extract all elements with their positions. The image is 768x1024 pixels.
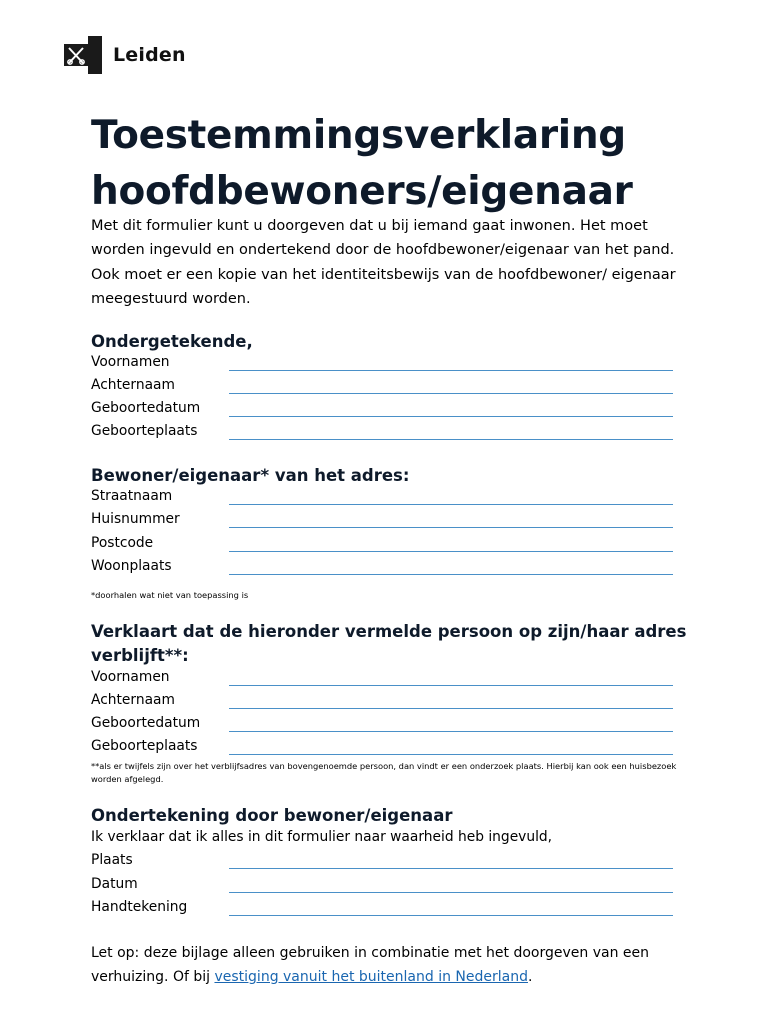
- field-label: Postcode: [91, 535, 154, 551]
- field-label: Geboortedatum: [91, 400, 201, 416]
- footer-text: Let op: deze bijlage alleen gebruiken in combinatie met het doorgeven van een verhuizing. Of bij: [91, 945, 650, 985]
- fill-in-line[interactable]: [229, 393, 673, 394]
- footer-text-end: .: [527, 968, 533, 985]
- section-bewoner-heading: Bewoner/eigenaar* van het adres:: [91, 466, 410, 485]
- fill-in-line[interactable]: [229, 685, 673, 686]
- form-field-geboortedatum-2: [91, 712, 673, 735]
- page-title: [91, 108, 711, 220]
- fill-in-line[interactable]: [229, 416, 673, 417]
- footnote-twijfels: **als er twijfels zijn over het verblijfsadres van bovengenoemde persoon, dan vindt er een onderzoek plaats. Hierbij kan ook een huisbezoek worden afgelegd.: [91, 761, 677, 784]
- title-line-2: hoofdbewoners/eigenaar: [91, 169, 633, 214]
- title-line-1: Toestemmingsverklaring: [91, 113, 626, 158]
- form-field-datum: [91, 873, 673, 896]
- leiden-logo: [63, 35, 186, 75]
- fill-in-line[interactable]: [229, 504, 673, 505]
- fill-in-line[interactable]: [229, 915, 673, 916]
- fill-in-line[interactable]: [229, 439, 673, 440]
- field-label: Voornamen: [91, 669, 170, 685]
- form-field-achternaam-2: [91, 689, 673, 712]
- fill-in-line[interactable]: [229, 527, 673, 528]
- field-label: Voornamen: [91, 354, 170, 370]
- fill-in-line[interactable]: [229, 551, 673, 552]
- fill-in-line[interactable]: [229, 892, 673, 893]
- form-field-woonplaats: [91, 555, 673, 578]
- form-field-handtekening: [91, 896, 673, 919]
- form-field-huisnummer: [91, 508, 673, 531]
- field-label: Huisnummer: [91, 511, 180, 527]
- field-label: Straatnaam: [91, 488, 173, 504]
- field-label: Achternaam: [91, 692, 175, 708]
- fill-in-line[interactable]: [229, 754, 673, 755]
- field-label: Woonplaats: [91, 558, 172, 574]
- form-field-straatnaam: [91, 485, 673, 508]
- fill-in-line[interactable]: [229, 370, 673, 371]
- section-ondertekening-heading: Ondertekening door bewoner/eigenaar: [91, 806, 453, 825]
- form-field-voornamen: [91, 351, 673, 374]
- form-field-postcode: [91, 532, 673, 555]
- section-verklaart-heading: Verklaart dat de hieronder vermelde persoon op zijn/haar adres verblijft**:: [91, 622, 687, 665]
- field-label: Geboorteplaats: [91, 423, 198, 439]
- field-label: Geboortedatum: [91, 715, 201, 731]
- field-label: Geboorteplaats: [91, 738, 198, 754]
- form-field-geboortedatum: [91, 397, 673, 420]
- form-field-plaats: [91, 849, 673, 872]
- fill-in-line[interactable]: [229, 708, 673, 709]
- field-label: Achternaam: [91, 377, 175, 393]
- form-field-geboorteplaats: [91, 420, 673, 443]
- form-field-achternaam: [91, 374, 673, 397]
- fill-in-line[interactable]: [229, 574, 673, 575]
- form-field-geboorteplaats-2: [91, 735, 673, 758]
- declaration-statement: Ik verklaar dat ik alles in dit formulier naar waarheid heb ingevuld,: [91, 829, 553, 845]
- field-label: Datum: [91, 876, 138, 892]
- link-vestiging-buitenland[interactable]: vestiging vanuit het buitenland in Nederland: [214, 968, 528, 985]
- form-field-voornamen-2: [91, 666, 673, 689]
- fill-in-line[interactable]: [229, 731, 673, 732]
- fill-in-line[interactable]: [229, 868, 673, 869]
- intro-text: Met dit formulier kunt u doorgeven dat u bij iemand gaat inwonen. Het moet worden ingevuld en ondertekend door de hoofdbewoner/eigenaar van het pand. Ook moet er een kopie van het identiteitsbewijs van de hoofdbewoner/ eigenaar meegestuurd worden.: [91, 218, 676, 308]
- field-label: Handtekening: [91, 899, 188, 915]
- footer-note: [91, 942, 691, 989]
- field-label: Plaats: [91, 852, 133, 868]
- section-ondergetekende-heading: Ondergetekende,: [91, 332, 253, 351]
- logo-wordmark: Leiden: [113, 44, 186, 66]
- leiden-keys-emblem-icon: [63, 35, 103, 75]
- footnote-doorhalen: *doorhalen wat niet van toepassing is: [91, 590, 249, 600]
